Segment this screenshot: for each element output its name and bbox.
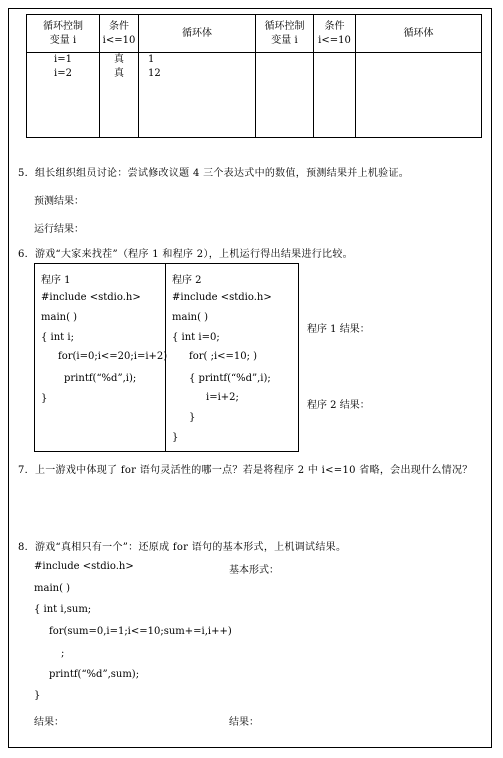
q8-code-line: for(sum=0,i=1;i<=10;sum+=i,i++): [49, 626, 232, 637]
program-1-result-label: 程序 1 结果：: [307, 324, 370, 335]
q8-code-line: }: [34, 690, 41, 701]
table-cell-empty: [356, 53, 482, 138]
program-1-title: 程序 1: [41, 275, 71, 286]
question-8: 8．游戏“真相只有一个”：还原成 for 语句的基本形式，上机调试结果。: [18, 542, 347, 553]
q8-code-line: ;: [61, 648, 65, 659]
table-cell: 12: [148, 68, 161, 79]
question-6: 6．游戏“大家来找茬”（程序 1 和程序 2），上机运行得出结果进行比较。: [18, 249, 353, 260]
q8-code-line: #include <stdio.h>: [34, 561, 134, 572]
loop-trace-table: [26, 14, 482, 138]
program-2-line: { printf(“%d”,i);: [189, 373, 271, 384]
program-2-line: for( ;i<=10; ): [189, 351, 258, 362]
table-cell: i=1: [54, 54, 72, 65]
q8-result-label-right: 结果：: [229, 717, 259, 728]
question-7: 7．上一游戏中体现了 for 语句灵活性的哪一点？若是将程序 2 中 i<=10 省略，会出现什么情况？: [18, 465, 473, 476]
run-result-label: 运行结果：: [34, 224, 84, 235]
q8-code-line: printf(“%d”,sum);: [49, 669, 140, 680]
header-loop-body: 循环体: [139, 15, 256, 53]
header-loop-var-2: 循环控制 变量 i: [256, 15, 314, 53]
table-cell: 真: [114, 54, 124, 65]
table-cell: i=2: [54, 68, 72, 79]
loop-body-values: [139, 53, 256, 138]
table-cell: 真: [114, 68, 124, 79]
program-2-line: }: [189, 412, 196, 423]
program-2-title: 程序 2: [172, 275, 202, 286]
program-2-line: }: [172, 432, 179, 443]
program-2-result-label: 程序 2 结果：: [307, 400, 370, 411]
q8-code-line: { int i,sum;: [34, 604, 92, 615]
table-header-row: [27, 15, 482, 53]
condition-values: [100, 53, 139, 138]
program-2-line: i=i+2;: [206, 392, 239, 403]
program-2-line: main( ): [172, 312, 209, 323]
program-1-line: }: [41, 393, 48, 404]
q8-code-line: main( ): [34, 583, 71, 594]
program-2-line: #include <stdio.h>: [172, 292, 272, 303]
program-1-line: main( ): [41, 312, 78, 323]
basic-form-label: 基本形式：: [229, 565, 279, 576]
header-condition: 条件 i<=10: [100, 15, 139, 53]
predict-result-label: 预测结果：: [34, 196, 84, 207]
header-loop-var: 循环控制 变量 i: [27, 15, 100, 53]
program-1-line: printf(“%d”,i);: [64, 373, 137, 384]
table-cell-empty: [256, 53, 314, 138]
program-1-line: { int i;: [41, 332, 74, 343]
program-2-line: { int i=0;: [172, 332, 220, 343]
loop-var-values: [27, 53, 100, 138]
question-5: 5．组长组织组员讨论：尝试修改议题 4 三个表达式中的数值，预测结果并上机验证。: [18, 168, 410, 179]
table-cell: 1: [148, 54, 155, 65]
table-body-row: [27, 53, 482, 138]
header-condition-2: 条件 i<=10: [314, 15, 356, 53]
q8-result-label-left: 结果：: [34, 717, 64, 728]
program-1-line: for(i=0;i<=20;i=i+2): [58, 351, 168, 362]
program-1-line: #include <stdio.h>: [41, 292, 141, 303]
table-cell-empty: [314, 53, 356, 138]
header-loop-body-2: 循环体: [356, 15, 482, 53]
